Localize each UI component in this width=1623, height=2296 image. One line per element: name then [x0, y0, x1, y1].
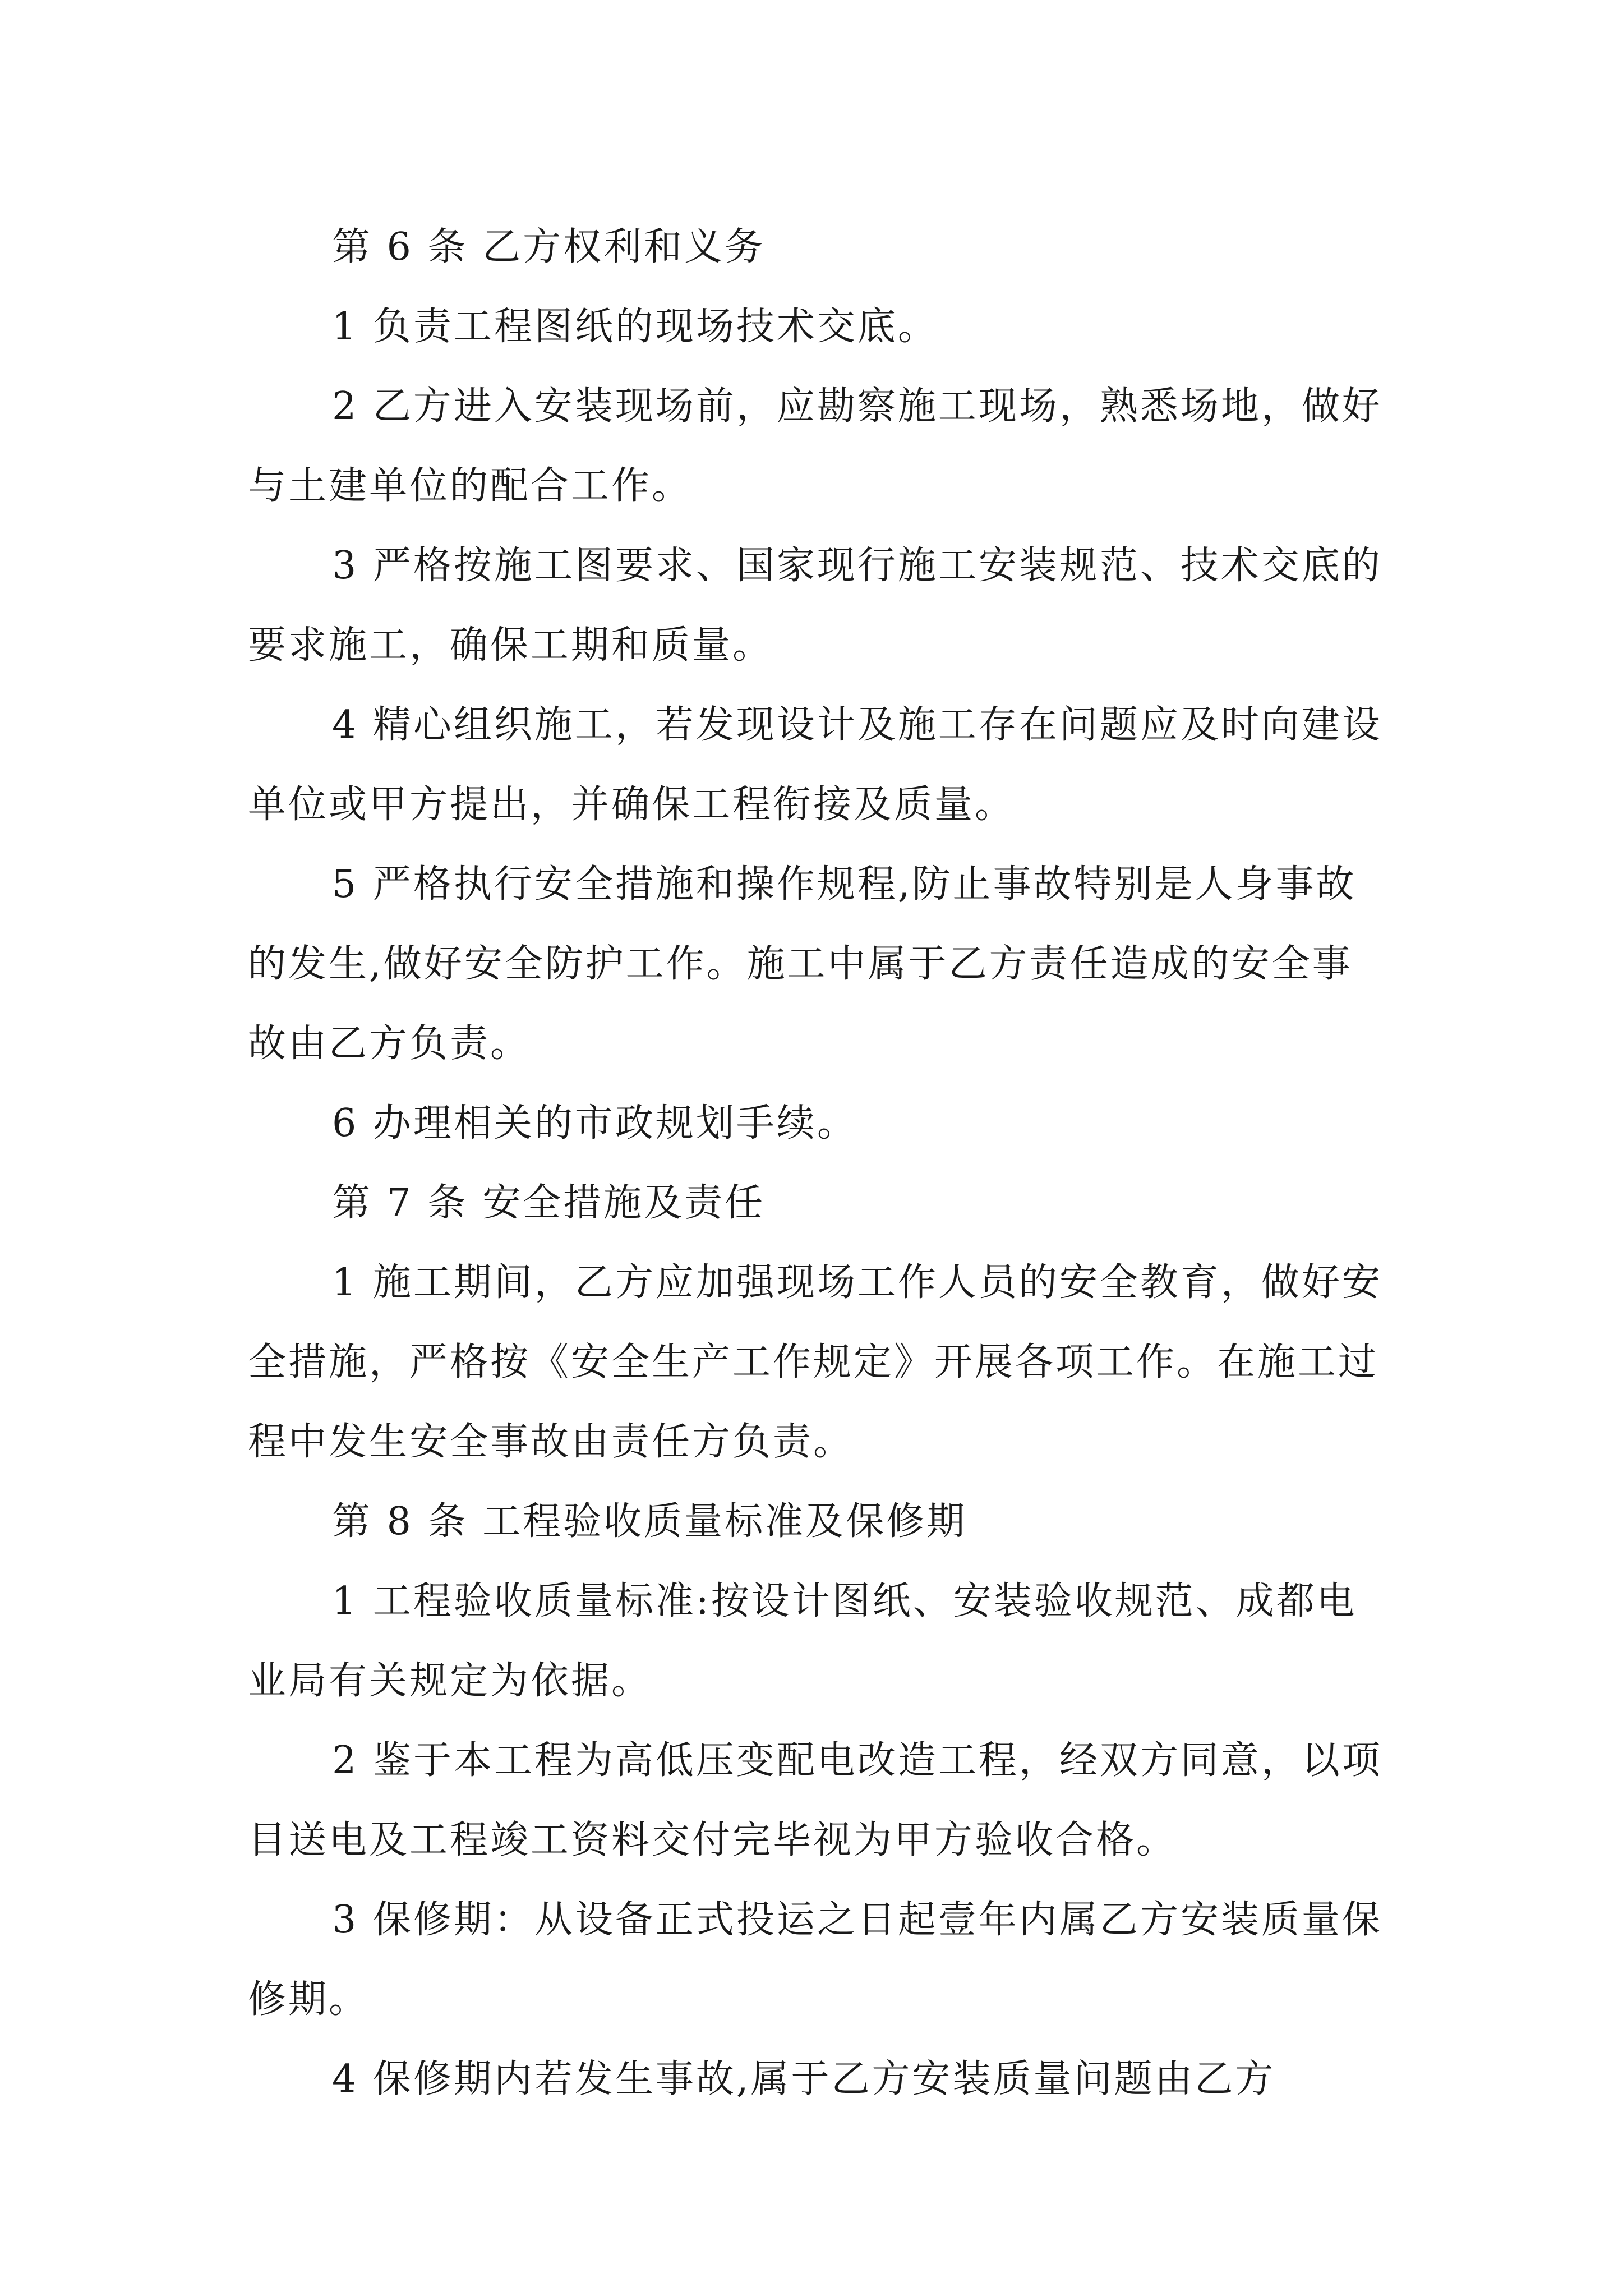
article-7-heading: 第 7 条 安全措施及责任 — [332, 1181, 766, 1225]
article-8-item-3: 3 保修期：从设备正式投运之日起壹年内属乙方安装质量保修期。 — [248, 1898, 1382, 2022]
article-6-heading: 第 6 条 乙方权利和义务 — [332, 225, 766, 269]
article-6-item-5: 5 严格执行安全措施和操作规程,防止事故特别是人身事故的发生,做好安全防护工作。施工中属于乙方责任造成的安全事故由乙方负责。 — [248, 862, 1357, 1066]
article-8-heading: 第 8 条 工程验收质量标准及保修期 — [332, 1499, 967, 1544]
article-6-item-1: 1 负责工程图纸的现场技术交底。 — [332, 305, 938, 349]
article-6-item-3: 3 严格按施工图要求、国家现行施工安装规范、技术交底的要求施工，确保工期和质量。 — [248, 544, 1382, 668]
article-8-item-1: 1 工程验收质量标准:按设计图纸、安装验收规范、成都电业局有关规定为依据。 — [248, 1579, 1357, 1703]
article-6-item-4: 4 精心组织施工，若发现设计及施工存在问题应及时向建设单位或甲方提出，并确保工程衔接及质量。 — [248, 703, 1382, 827]
article-6-item-2: 2 乙方进入安装现场前，应勘察施工现场，熟悉场地，做好与土建单位的配合工作。 — [248, 384, 1382, 508]
document-body — [248, 208, 1392, 2119]
article-6-item-6: 6 办理相关的市政规划手续。 — [332, 1101, 857, 1145]
article-7-item-1: 1 施工期间，乙方应加强现场工作人员的安全教育，做好安全措施，严格按《安全生产工作规定》开展各项工作。在施工过程中发生安全事故由责任方负责。 — [248, 1260, 1382, 1464]
article-8-item-4: 4 保修期内若发生事故,属于乙方安装质量问题由乙方 — [332, 2057, 1276, 2101]
article-8-item-2: 2 鉴于本工程为高低压变配电改造工程，经双方同意，以项目送电及工程竣工资料交付完毕视为甲方验收合格。 — [248, 1738, 1382, 1862]
